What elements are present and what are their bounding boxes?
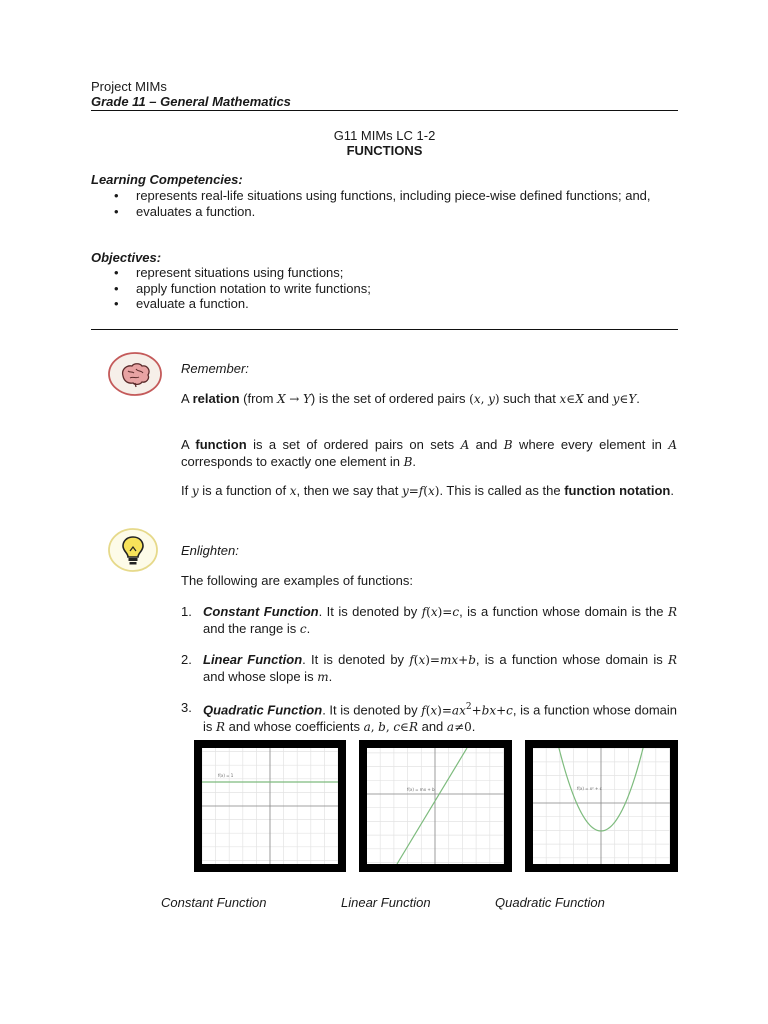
list-item: • represent situations using functions;: [114, 265, 344, 280]
list-item: 3. Quadratic Function. It is denoted by $f(x)=ax^2+bx+c$, is a function whose domain is R and whose coefficients a, b, c∈R and a≠0.: [181, 700, 677, 734]
subject-title: Grade 11 – General Mathematics: [91, 94, 291, 109]
list-item: • evaluate a function.: [114, 296, 249, 311]
examples-intro: The following are examples of functions:: [181, 573, 413, 588]
list-item: • evaluates a function.: [114, 203, 256, 219]
objectives-heading: Objectives:: [91, 250, 162, 265]
caption-quadratic: Quadratic Function: [495, 895, 605, 910]
function-notation-definition: If y is a function of x, then we say that y=f(x). This is called as the function notation.: [181, 483, 674, 498]
graph-plot: [202, 748, 338, 864]
list-item: 1. Constant Function. It is denoted by f(x)=c, is a function whose domain is the R and the range is c.: [181, 604, 677, 636]
function-label: f(x) = mx + b: [407, 787, 435, 792]
list-item: • represents real-life situations using functions, including piece-wise defined functions; and,: [114, 188, 651, 203]
lesson-topic: FUNCTIONS: [346, 143, 423, 158]
project-name: Project MIMs: [91, 79, 167, 94]
header-divider: [91, 110, 678, 111]
lightbulb-icon: [108, 528, 158, 572]
caption-constant: Constant Function: [161, 895, 267, 910]
lesson-code: G11 MIMs LC 1-2: [333, 128, 436, 143]
remember-label: Remember:: [181, 361, 249, 376]
competencies-heading: Learning Competencies:: [91, 172, 243, 187]
function-label: f(x) = 1: [218, 773, 234, 778]
section-divider: [91, 329, 678, 330]
function-label: f(x) = x² + c: [577, 786, 602, 791]
caption-linear: Linear Function: [341, 895, 431, 910]
objectives-list: [91, 265, 677, 312]
brain-icon: [108, 352, 162, 396]
linear-function-graph: [359, 740, 512, 872]
enlighten-label: Enlighten:: [181, 543, 239, 558]
competencies-list: [91, 188, 677, 219]
graph-plot: [533, 748, 670, 864]
constant-function-graph: [194, 740, 346, 872]
list-item: 2. Linear Function. It is denoted by f(x)=mx+b, is a function whose domain is R and whose slope is m.: [181, 652, 678, 684]
function-definition: A function is a set of ordered pairs on sets A and B where every element in A corresponds to exactly one element in B.: [181, 437, 677, 469]
graph-plot: [367, 748, 504, 864]
examples-list: [181, 604, 677, 735]
list-item: • apply function notation to write functions;: [114, 280, 371, 296]
relation-definition: A relation (from X → Y) is the set of ordered pairs (x, y) such that x∈X and y∈Y.: [181, 391, 640, 406]
quadratic-function-graph: [525, 740, 678, 872]
